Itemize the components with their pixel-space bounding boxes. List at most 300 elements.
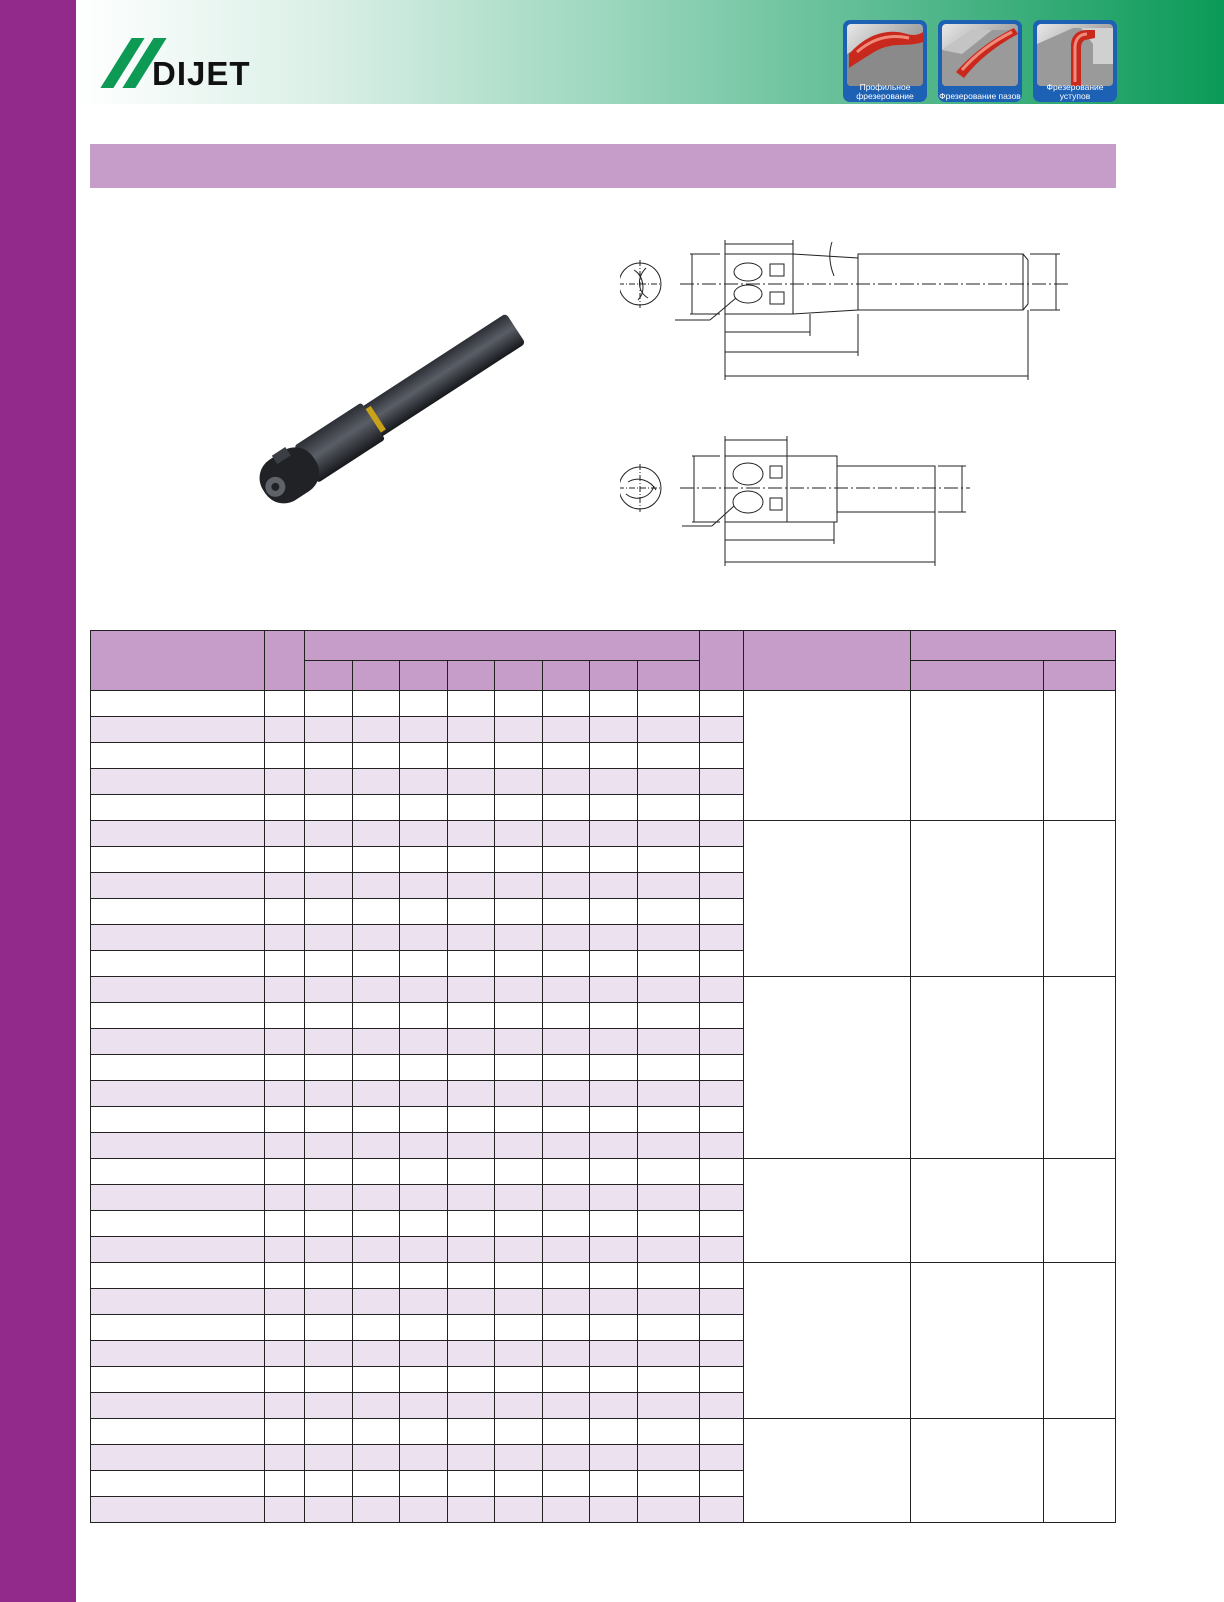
table-cell — [495, 1471, 543, 1497]
table-group-cell — [743, 1419, 910, 1523]
table-cell — [305, 1211, 353, 1237]
table-cell — [305, 1159, 353, 1185]
table-cell — [495, 899, 543, 925]
table-cell — [637, 1237, 700, 1263]
table-cell — [305, 1133, 353, 1159]
table-cell — [542, 1237, 590, 1263]
table-cell — [495, 1185, 543, 1211]
table-cell — [352, 717, 400, 743]
table-cell — [495, 769, 543, 795]
table-cell — [264, 925, 304, 951]
table-cell — [400, 873, 448, 899]
table-cell — [447, 1133, 495, 1159]
table-cell — [590, 795, 638, 821]
table-cell — [700, 899, 743, 925]
table-cell — [400, 925, 448, 951]
table-cell — [305, 1185, 353, 1211]
table-cell — [400, 1315, 448, 1341]
table-cell — [495, 1055, 543, 1081]
table-cell — [264, 1055, 304, 1081]
table-cell — [447, 977, 495, 1003]
left-color-bar — [0, 0, 76, 1602]
table-cell — [495, 1367, 543, 1393]
table-cell — [352, 743, 400, 769]
header-cell — [700, 631, 743, 691]
table-cell — [495, 1211, 543, 1237]
technical-drawing-long — [620, 236, 1090, 396]
table-cell — [305, 1029, 353, 1055]
table-cell — [700, 691, 743, 717]
table-cell — [400, 1237, 448, 1263]
table-cell — [264, 1107, 304, 1133]
table-cell — [264, 769, 304, 795]
table-cell — [264, 1185, 304, 1211]
table-row — [91, 1263, 1116, 1289]
table-cell — [264, 1315, 304, 1341]
table-cell — [264, 1029, 304, 1055]
table-cell — [495, 1107, 543, 1133]
table-cell — [305, 821, 353, 847]
table-cell — [264, 977, 304, 1003]
table-cell — [700, 717, 743, 743]
table-cell — [542, 1211, 590, 1237]
table-cell — [495, 717, 543, 743]
table-cell — [495, 691, 543, 717]
table-cell — [352, 1289, 400, 1315]
header-subcell — [1044, 661, 1116, 691]
table-cell — [542, 1081, 590, 1107]
table-cell — [637, 1315, 700, 1341]
table-group-cell — [743, 821, 910, 977]
product-photo — [230, 300, 550, 520]
table-cell — [700, 1263, 743, 1289]
table-cell — [91, 951, 265, 977]
table-group-cell — [910, 1263, 1043, 1419]
table-cell — [495, 1419, 543, 1445]
table-cell — [590, 1471, 638, 1497]
table-cell — [700, 951, 743, 977]
spec-table — [90, 630, 1116, 1523]
table-cell — [305, 795, 353, 821]
table-cell — [542, 769, 590, 795]
table-cell — [590, 691, 638, 717]
table-cell — [542, 951, 590, 977]
table-cell — [447, 951, 495, 977]
header-cell — [264, 631, 304, 691]
table-cell — [590, 1055, 638, 1081]
table-cell — [590, 847, 638, 873]
table-cell — [305, 1419, 353, 1445]
table-cell — [91, 717, 265, 743]
table-row — [91, 691, 1116, 717]
table-cell — [264, 1419, 304, 1445]
table-cell — [700, 847, 743, 873]
table-cell — [542, 925, 590, 951]
shoulder-milling-icon — [1037, 24, 1113, 86]
table-cell — [542, 1393, 590, 1419]
technical-drawing-short — [620, 436, 1000, 582]
table-group-cell — [1044, 1159, 1116, 1263]
table-cell — [700, 977, 743, 1003]
table-cell — [305, 743, 353, 769]
table-cell — [542, 1185, 590, 1211]
table-cell — [352, 1419, 400, 1445]
table-cell — [264, 899, 304, 925]
table-cell — [305, 1315, 353, 1341]
table-cell — [352, 1029, 400, 1055]
table-cell — [495, 951, 543, 977]
table-cell — [305, 873, 353, 899]
table-cell — [700, 1419, 743, 1445]
table-cell — [91, 873, 265, 899]
table-cell — [305, 691, 353, 717]
table-cell — [264, 1341, 304, 1367]
slot-milling-icon — [942, 24, 1018, 86]
table-cell — [542, 1107, 590, 1133]
table-cell — [495, 847, 543, 873]
table-cell — [91, 1341, 265, 1367]
table-cell — [264, 1393, 304, 1419]
table-cell — [305, 1497, 353, 1523]
table-cell — [590, 1107, 638, 1133]
header-subcell — [447, 661, 495, 691]
table-row — [91, 1159, 1116, 1185]
table-cell — [91, 1471, 265, 1497]
table-cell — [352, 795, 400, 821]
table-cell — [352, 1263, 400, 1289]
table-cell — [590, 977, 638, 1003]
table-cell — [352, 951, 400, 977]
table-cell — [495, 1393, 543, 1419]
table-cell — [542, 743, 590, 769]
table-cell — [447, 743, 495, 769]
table-cell — [305, 1003, 353, 1029]
table-cell — [447, 925, 495, 951]
table-cell — [91, 1445, 265, 1471]
table-cell — [542, 1159, 590, 1185]
table-cell — [700, 1289, 743, 1315]
header-subcell — [542, 661, 590, 691]
table-group-cell — [743, 1159, 910, 1263]
table-cell — [352, 1367, 400, 1393]
table-cell — [700, 1185, 743, 1211]
table-cell — [264, 873, 304, 899]
table-cell — [542, 1367, 590, 1393]
table-body — [91, 691, 1116, 1523]
table-cell — [305, 1081, 353, 1107]
table-cell — [590, 1367, 638, 1393]
table-cell — [400, 743, 448, 769]
dijet-logo — [90, 38, 290, 92]
table-cell — [447, 1107, 495, 1133]
table-cell — [542, 1055, 590, 1081]
table-cell — [400, 847, 448, 873]
table-cell — [400, 795, 448, 821]
table-cell — [495, 1029, 543, 1055]
table-cell — [264, 1081, 304, 1107]
table-group-cell — [1044, 691, 1116, 821]
table-cell — [637, 1445, 700, 1471]
table-cell — [542, 1003, 590, 1029]
table-cell — [447, 899, 495, 925]
table-cell — [637, 1211, 700, 1237]
table-cell — [305, 925, 353, 951]
table-group-cell — [743, 1263, 910, 1419]
table-cell — [542, 1133, 590, 1159]
table-cell — [542, 1445, 590, 1471]
table-cell — [352, 1341, 400, 1367]
table-cell — [352, 1497, 400, 1523]
table-cell — [91, 1367, 265, 1393]
table-cell — [447, 1055, 495, 1081]
table-cell — [447, 717, 495, 743]
table-cell — [91, 977, 265, 1003]
table-cell — [590, 1185, 638, 1211]
table-cell — [590, 1263, 638, 1289]
table-group-cell — [1044, 1263, 1116, 1419]
table-cell — [400, 1471, 448, 1497]
table-cell — [352, 1159, 400, 1185]
table-cell — [447, 691, 495, 717]
table-row — [91, 977, 1116, 1003]
table-cell — [264, 1003, 304, 1029]
table-cell — [305, 1289, 353, 1315]
table-cell — [495, 1133, 543, 1159]
table-cell — [91, 1497, 265, 1523]
table-cell — [91, 1237, 265, 1263]
table-cell — [542, 1497, 590, 1523]
table-cell — [305, 1055, 353, 1081]
table-cell — [264, 691, 304, 717]
table-cell — [264, 1289, 304, 1315]
table-cell — [305, 1107, 353, 1133]
table-cell — [700, 1471, 743, 1497]
header-subcell — [305, 661, 353, 691]
table-cell — [637, 1159, 700, 1185]
table-cell — [637, 1133, 700, 1159]
table-cell — [637, 1003, 700, 1029]
table-cell — [542, 795, 590, 821]
table-cell — [447, 1237, 495, 1263]
table-cell — [447, 1471, 495, 1497]
table-cell — [447, 1003, 495, 1029]
table-cell — [91, 1289, 265, 1315]
table-cell — [264, 1497, 304, 1523]
table-cell — [495, 1237, 543, 1263]
table-cell — [264, 795, 304, 821]
table-cell — [264, 847, 304, 873]
table-cell — [637, 691, 700, 717]
table-cell — [542, 1341, 590, 1367]
table-cell — [700, 925, 743, 951]
badge-label: Фрезерование пазов — [939, 90, 1021, 101]
table-group-cell — [743, 977, 910, 1159]
table-cell — [700, 1497, 743, 1523]
table-cell — [637, 1263, 700, 1289]
table-cell — [352, 1445, 400, 1471]
table-cell — [447, 1393, 495, 1419]
table-cell — [542, 977, 590, 1003]
table-cell — [305, 769, 353, 795]
table-cell — [447, 1315, 495, 1341]
table-cell — [637, 795, 700, 821]
header-subcell — [352, 661, 400, 691]
table-cell — [91, 1003, 265, 1029]
badge-label: Фрезерование уступов — [1046, 82, 1104, 101]
table-cell — [447, 1419, 495, 1445]
table-cell — [637, 1341, 700, 1367]
table-cell — [91, 821, 265, 847]
table-cell — [264, 1471, 304, 1497]
table-cell — [447, 769, 495, 795]
table-cell — [400, 1029, 448, 1055]
table-group-cell — [1044, 977, 1116, 1159]
table-cell — [637, 821, 700, 847]
logo-wordmark: DIJET — [152, 55, 251, 92]
table-row — [91, 1419, 1116, 1445]
table-cell — [637, 1367, 700, 1393]
table-cell — [305, 977, 353, 1003]
table-cell — [590, 717, 638, 743]
table-cell — [590, 925, 638, 951]
table-cell — [637, 1107, 700, 1133]
table-cell — [700, 821, 743, 847]
table-cell — [264, 1159, 304, 1185]
table-cell — [590, 1081, 638, 1107]
table-cell — [352, 1107, 400, 1133]
table-cell — [700, 769, 743, 795]
badge-label: Профильное фрезерование — [856, 82, 914, 101]
table-cell — [590, 1211, 638, 1237]
table-cell — [542, 691, 590, 717]
table-cell — [305, 1445, 353, 1471]
table-cell — [637, 769, 700, 795]
table-cell — [700, 1341, 743, 1367]
table-cell — [352, 1055, 400, 1081]
table-cell — [495, 977, 543, 1003]
table-cell — [495, 1263, 543, 1289]
table-cell — [352, 847, 400, 873]
table-cell — [447, 1289, 495, 1315]
table-cell — [305, 717, 353, 743]
table-cell — [400, 1055, 448, 1081]
table-cell — [91, 691, 265, 717]
table-cell — [590, 899, 638, 925]
header-subcell — [590, 661, 638, 691]
table-cell — [495, 1315, 543, 1341]
table-cell — [305, 1263, 353, 1289]
table-cell — [637, 1497, 700, 1523]
table-cell — [91, 1107, 265, 1133]
table-cell — [637, 1471, 700, 1497]
table-cell — [352, 1471, 400, 1497]
table-cell — [637, 1419, 700, 1445]
table-cell — [91, 1315, 265, 1341]
table-cell — [637, 1029, 700, 1055]
table-cell — [400, 1263, 448, 1289]
table-cell — [305, 1341, 353, 1367]
table-cell — [637, 977, 700, 1003]
table-group-cell — [1044, 821, 1116, 977]
table-cell — [590, 1445, 638, 1471]
table-cell — [400, 1393, 448, 1419]
table-cell — [400, 951, 448, 977]
table-cell — [264, 1133, 304, 1159]
table-cell — [590, 743, 638, 769]
table-cell — [542, 1263, 590, 1289]
table-cell — [305, 951, 353, 977]
table-cell — [447, 1263, 495, 1289]
header-subcell — [400, 661, 448, 691]
table-cell — [637, 1081, 700, 1107]
table-cell — [700, 1055, 743, 1081]
table-cell — [542, 1029, 590, 1055]
table-cell — [700, 1211, 743, 1237]
table-cell — [352, 1393, 400, 1419]
table-cell — [447, 847, 495, 873]
table-cell — [91, 1211, 265, 1237]
table-cell — [352, 769, 400, 795]
table-cell — [542, 899, 590, 925]
table-cell — [400, 1289, 448, 1315]
table-cell — [542, 847, 590, 873]
table-cell — [352, 1081, 400, 1107]
header-subcell — [495, 661, 543, 691]
table-cell — [447, 873, 495, 899]
table-cell — [495, 1159, 543, 1185]
table-row — [91, 821, 1116, 847]
table-group-cell — [743, 691, 910, 821]
table-cell — [542, 821, 590, 847]
table-cell — [91, 1133, 265, 1159]
table-cell — [590, 821, 638, 847]
table-cell — [352, 925, 400, 951]
table-cell — [352, 1237, 400, 1263]
badge-slot-milling — [938, 20, 1022, 102]
table-cell — [495, 795, 543, 821]
table-cell — [264, 951, 304, 977]
table-cell — [700, 1367, 743, 1393]
table-cell — [400, 1445, 448, 1471]
table-cell — [400, 899, 448, 925]
table-group-cell — [910, 1419, 1043, 1523]
table-cell — [305, 1237, 353, 1263]
table-cell — [91, 1029, 265, 1055]
table-cell — [400, 1159, 448, 1185]
table-cell — [91, 1419, 265, 1445]
table-cell — [447, 1367, 495, 1393]
table-cell — [495, 1289, 543, 1315]
table-cell — [447, 1029, 495, 1055]
header-cell-dimensions — [305, 631, 700, 661]
table-cell — [637, 743, 700, 769]
table-cell — [305, 847, 353, 873]
table-cell — [700, 1237, 743, 1263]
table-cell — [447, 1081, 495, 1107]
table-cell — [495, 1497, 543, 1523]
table-cell — [542, 1289, 590, 1315]
table-cell — [590, 1497, 638, 1523]
table-cell — [400, 1133, 448, 1159]
table-cell — [495, 873, 543, 899]
table-cell — [637, 717, 700, 743]
table-cell — [590, 1003, 638, 1029]
table-cell — [91, 1185, 265, 1211]
table-cell — [700, 873, 743, 899]
table-cell — [264, 821, 304, 847]
table-cell — [542, 873, 590, 899]
table-header-row — [91, 631, 1116, 661]
